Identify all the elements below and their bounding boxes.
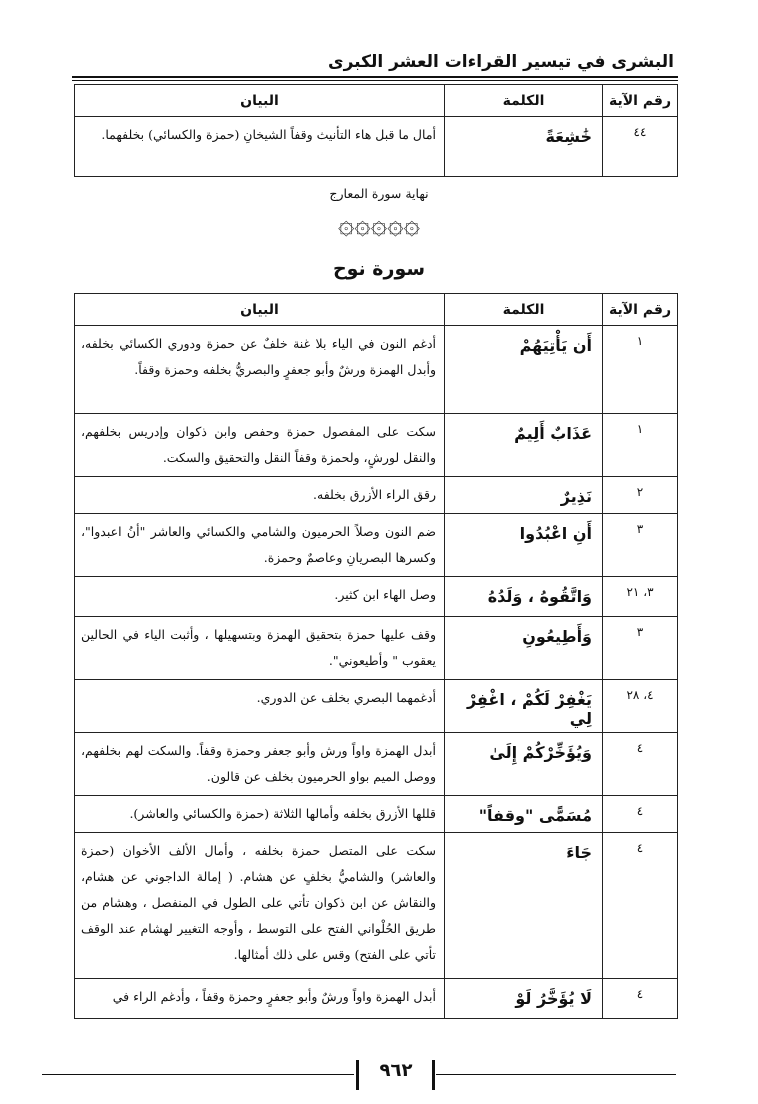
quran-word: وَاتَّقُوهُ ، وَلَدُهُ <box>445 577 603 617</box>
header-divider-thin <box>72 80 678 81</box>
quran-word: لَا يُؤَخَّرُ لَوْ <box>445 979 603 1019</box>
reading-explanation: أدغم النون في الياء بلا غنة خلفٌ عن حمزة ودوري الكسائي بخلفه، وأبدل الهمزة ورشٌ وأبو جعفرٍ والبصريُّ بخلفه وحمزة وقفاً. <box>75 326 445 414</box>
ayah-number: ٤ <box>603 979 678 1019</box>
reading-explanation: أبدل الهمزة واواً ورشٌ وأبو جعفرٍ وحمزة وقفاً ، وأدغم الراء في <box>75 979 445 1019</box>
table-row <box>75 833 678 979</box>
reading-explanation: قللها الأزرق بخلفه وأمالها الثلاثة (حمزة والكسائي والعاشر). <box>75 796 445 833</box>
table-row <box>75 117 678 177</box>
ornament-divider-icon: ۞۞۞۞۞ <box>337 207 421 240</box>
quran-word: وَيُؤَخِّرْكُمْ إِلَىٰ <box>445 733 603 796</box>
table-row <box>75 414 678 477</box>
quran-word: مُسَمًّى "وقفاً" <box>445 796 603 833</box>
reading-explanation: رقق الراء الأزرق بخلفه. <box>75 477 445 514</box>
column-header-word: الكلمة <box>445 294 603 326</box>
ayah-number: ٣ <box>603 617 678 680</box>
ayah-number: ١ <box>603 326 678 414</box>
reading-explanation: وصل الهاء ابن كثير. <box>75 577 445 617</box>
ayah-number: ٢ <box>603 477 678 514</box>
table-header-row <box>75 85 678 117</box>
table-row <box>75 617 678 680</box>
ayah-number: ٣ <box>603 514 678 577</box>
column-header-ayah: رقم الآية <box>603 294 678 326</box>
readings-table-nuh <box>74 293 678 1019</box>
surah-title: سورة نوح <box>332 258 426 280</box>
footer-divider-right <box>436 1074 676 1075</box>
table-header-row <box>75 294 678 326</box>
footer-divider-left <box>42 1074 354 1075</box>
quran-word: وَأَطِيعُونِ <box>445 617 603 680</box>
table-row <box>75 733 678 796</box>
table-row <box>75 680 678 733</box>
quran-word: نَذِيرٌ <box>445 477 603 514</box>
ayah-number: ٤، ٢٨ <box>603 680 678 733</box>
column-header-word: الكلمة <box>445 85 603 117</box>
column-header-ayah: رقم الآية <box>603 85 678 117</box>
table-row <box>75 796 678 833</box>
table-row <box>75 326 678 414</box>
quran-word: جَاءَ <box>445 833 603 979</box>
ayah-number: ٤ <box>603 796 678 833</box>
reading-explanation: سكت على المفصول حمزة وحفص وابن ذكوان وإدريس بخلفهم، والنقل لورشٍ، ولحمزة وقفاً النقل والتحقيق والسكت. <box>75 414 445 477</box>
quran-word: خَٰشِعَةً <box>445 117 603 177</box>
footer-bar-right <box>432 1060 435 1090</box>
footer-bar-left <box>356 1060 359 1090</box>
ayah-number: ٤ <box>603 833 678 979</box>
book-title: البشرى في تيسير القراءات العشر الكبرى <box>328 52 674 72</box>
quran-word: أَنِ اعْبُدُوا <box>445 514 603 577</box>
quran-word: عَذَابٌ أَلِيمٌ <box>445 414 603 477</box>
reading-explanation: وقف عليها حمزة بتحقيق الهمزة وبتسهيلها ، وأثبت الياء في الحالين يعقوب " وأطيعوني". <box>75 617 445 680</box>
readings-table-maarij <box>74 84 678 177</box>
ayah-number: ٤٤ <box>603 117 678 177</box>
column-header-explanation: البيان <box>75 294 445 326</box>
surah-end-note: نهاية سورة المعارج <box>329 186 429 201</box>
table-row <box>75 514 678 577</box>
ayah-number: ١ <box>603 414 678 477</box>
reading-explanation: ضم النون وصلاً الحرميون والشامي والكسائي والعاشر "أنُ اعبدوا"، وكسرها البصريانِ وعاصمٌ وحمزة. <box>75 514 445 577</box>
reading-explanation: سكت على المتصل حمزة بخلفه ، وأمال الألف الأخوان (حمزة والعاشر) والشاميُّ بخلفٍ عن هشام. ( إمالة الداجوني عن هشام، والنقاش عن ابن ذكوان تأتي على الطول في المنفصل ، وهشام من طريق الحُلْواني الفتح على التوسط ، وأوجه التغيير لهشام عند الوقف تأتي على الفتح) وقس على ذلك أمثالها. <box>75 833 445 979</box>
column-header-explanation: البيان <box>75 85 445 117</box>
ayah-number: ٣، ٢١ <box>603 577 678 617</box>
header-divider <box>72 76 678 78</box>
table-row <box>75 979 678 1019</box>
ayah-number: ٤ <box>603 733 678 796</box>
page-number: ٩٦٢ <box>379 1060 413 1081</box>
table-row <box>75 577 678 617</box>
reading-explanation: أمال ما قبل هاء التأنيث وقفاً الشيخانِ (حمزة والكسائي) بخلفهما. <box>75 117 445 177</box>
quran-word: أَن يَأْتِيَهُمْ <box>445 326 603 414</box>
table-row <box>75 477 678 514</box>
quran-word: يَغْفِرْ لَكُمْ ، اغْفِرْ لِي <box>445 680 603 733</box>
reading-explanation: أبدل الهمزة واواً ورش وأبو جعفر وحمزة وقفاً. والسكت لهم بخلفهم، ووصل الميم بواو الحرميون بخلف عن قالون. <box>75 733 445 796</box>
reading-explanation: أدغمهما البصري بخلف عن الدوري. <box>75 680 445 733</box>
